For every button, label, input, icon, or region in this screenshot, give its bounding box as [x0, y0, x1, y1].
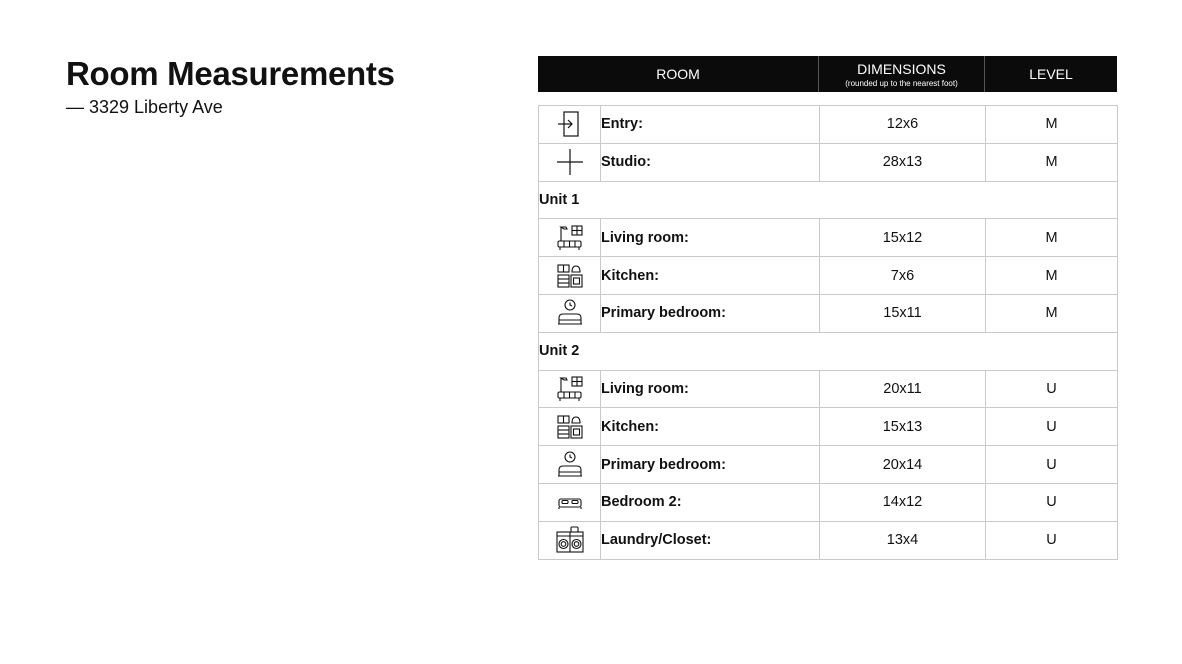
- table-row: [539, 446, 1118, 484]
- table-header: [538, 56, 1117, 92]
- room-dimensions: 20x14: [820, 446, 986, 484]
- room-name: Primary bedroom:: [601, 294, 820, 332]
- table-row: [539, 219, 1118, 257]
- bedroom-icon: [539, 294, 601, 332]
- room-name: Kitchen:: [601, 408, 820, 446]
- living-room-icon: [539, 219, 601, 257]
- room-name: Entry:: [601, 106, 820, 144]
- room-level: M: [986, 257, 1118, 295]
- room-name: Living room:: [601, 219, 820, 257]
- living-room-icon: [539, 370, 601, 408]
- room-name: Bedroom 2:: [601, 483, 820, 521]
- header-dimensions-note: (rounded up to the nearest foot): [845, 78, 958, 88]
- bedroom-icon: [539, 446, 601, 484]
- room-level: M: [986, 106, 1118, 144]
- room-dimensions: 28x13: [820, 143, 986, 181]
- section-row: [539, 181, 1118, 219]
- table-row: [539, 408, 1118, 446]
- room-level: U: [986, 408, 1118, 446]
- room-level: M: [986, 219, 1118, 257]
- table-row: [539, 106, 1118, 144]
- room-dimensions: 15x12: [820, 219, 986, 257]
- section-label: Unit 2: [539, 332, 1118, 370]
- studio-icon: [539, 143, 601, 181]
- table-row: [539, 257, 1118, 295]
- room-level: U: [986, 521, 1118, 559]
- table-row: [539, 370, 1118, 408]
- room-dimensions: 15x13: [820, 408, 986, 446]
- room-dimensions: 7x6: [820, 257, 986, 295]
- entry-icon: [539, 106, 601, 144]
- table-row: [539, 294, 1118, 332]
- room-dimensions: 13x4: [820, 521, 986, 559]
- room-level: U: [986, 446, 1118, 484]
- room-level: M: [986, 294, 1118, 332]
- room-name: Laundry/Closet:: [601, 521, 820, 559]
- room-dimensions: 12x6: [820, 106, 986, 144]
- header-dimensions: [819, 56, 985, 92]
- page-title: Room Measurements: [66, 55, 395, 92]
- header-room: ROOM: [538, 56, 819, 92]
- page-subtitle: — 3329 Liberty Ave: [66, 97, 223, 117]
- kitchen-icon: [539, 257, 601, 295]
- room-name: Studio:: [601, 143, 820, 181]
- room-level: U: [986, 370, 1118, 408]
- header-level: LEVEL: [1029, 66, 1073, 82]
- room-dimensions: 15x11: [820, 294, 986, 332]
- laundry-icon: [539, 521, 601, 559]
- section-label: Unit 1: [539, 181, 1118, 219]
- room-table: [538, 105, 1118, 560]
- room-level: M: [986, 143, 1118, 181]
- bed-icon: [539, 483, 601, 521]
- room-name: Primary bedroom:: [601, 446, 820, 484]
- kitchen-icon: [539, 408, 601, 446]
- room-level: U: [986, 483, 1118, 521]
- table-row: [539, 143, 1118, 181]
- room-dimensions: 14x12: [820, 483, 986, 521]
- table-row: [539, 483, 1118, 521]
- room-name: Living room:: [601, 370, 820, 408]
- room-dimensions: 20x11: [820, 370, 986, 408]
- table-row: [539, 521, 1118, 559]
- header-dimensions-label: DIMENSIONS: [857, 60, 946, 77]
- room-name: Kitchen:: [601, 257, 820, 295]
- section-row: [539, 332, 1118, 370]
